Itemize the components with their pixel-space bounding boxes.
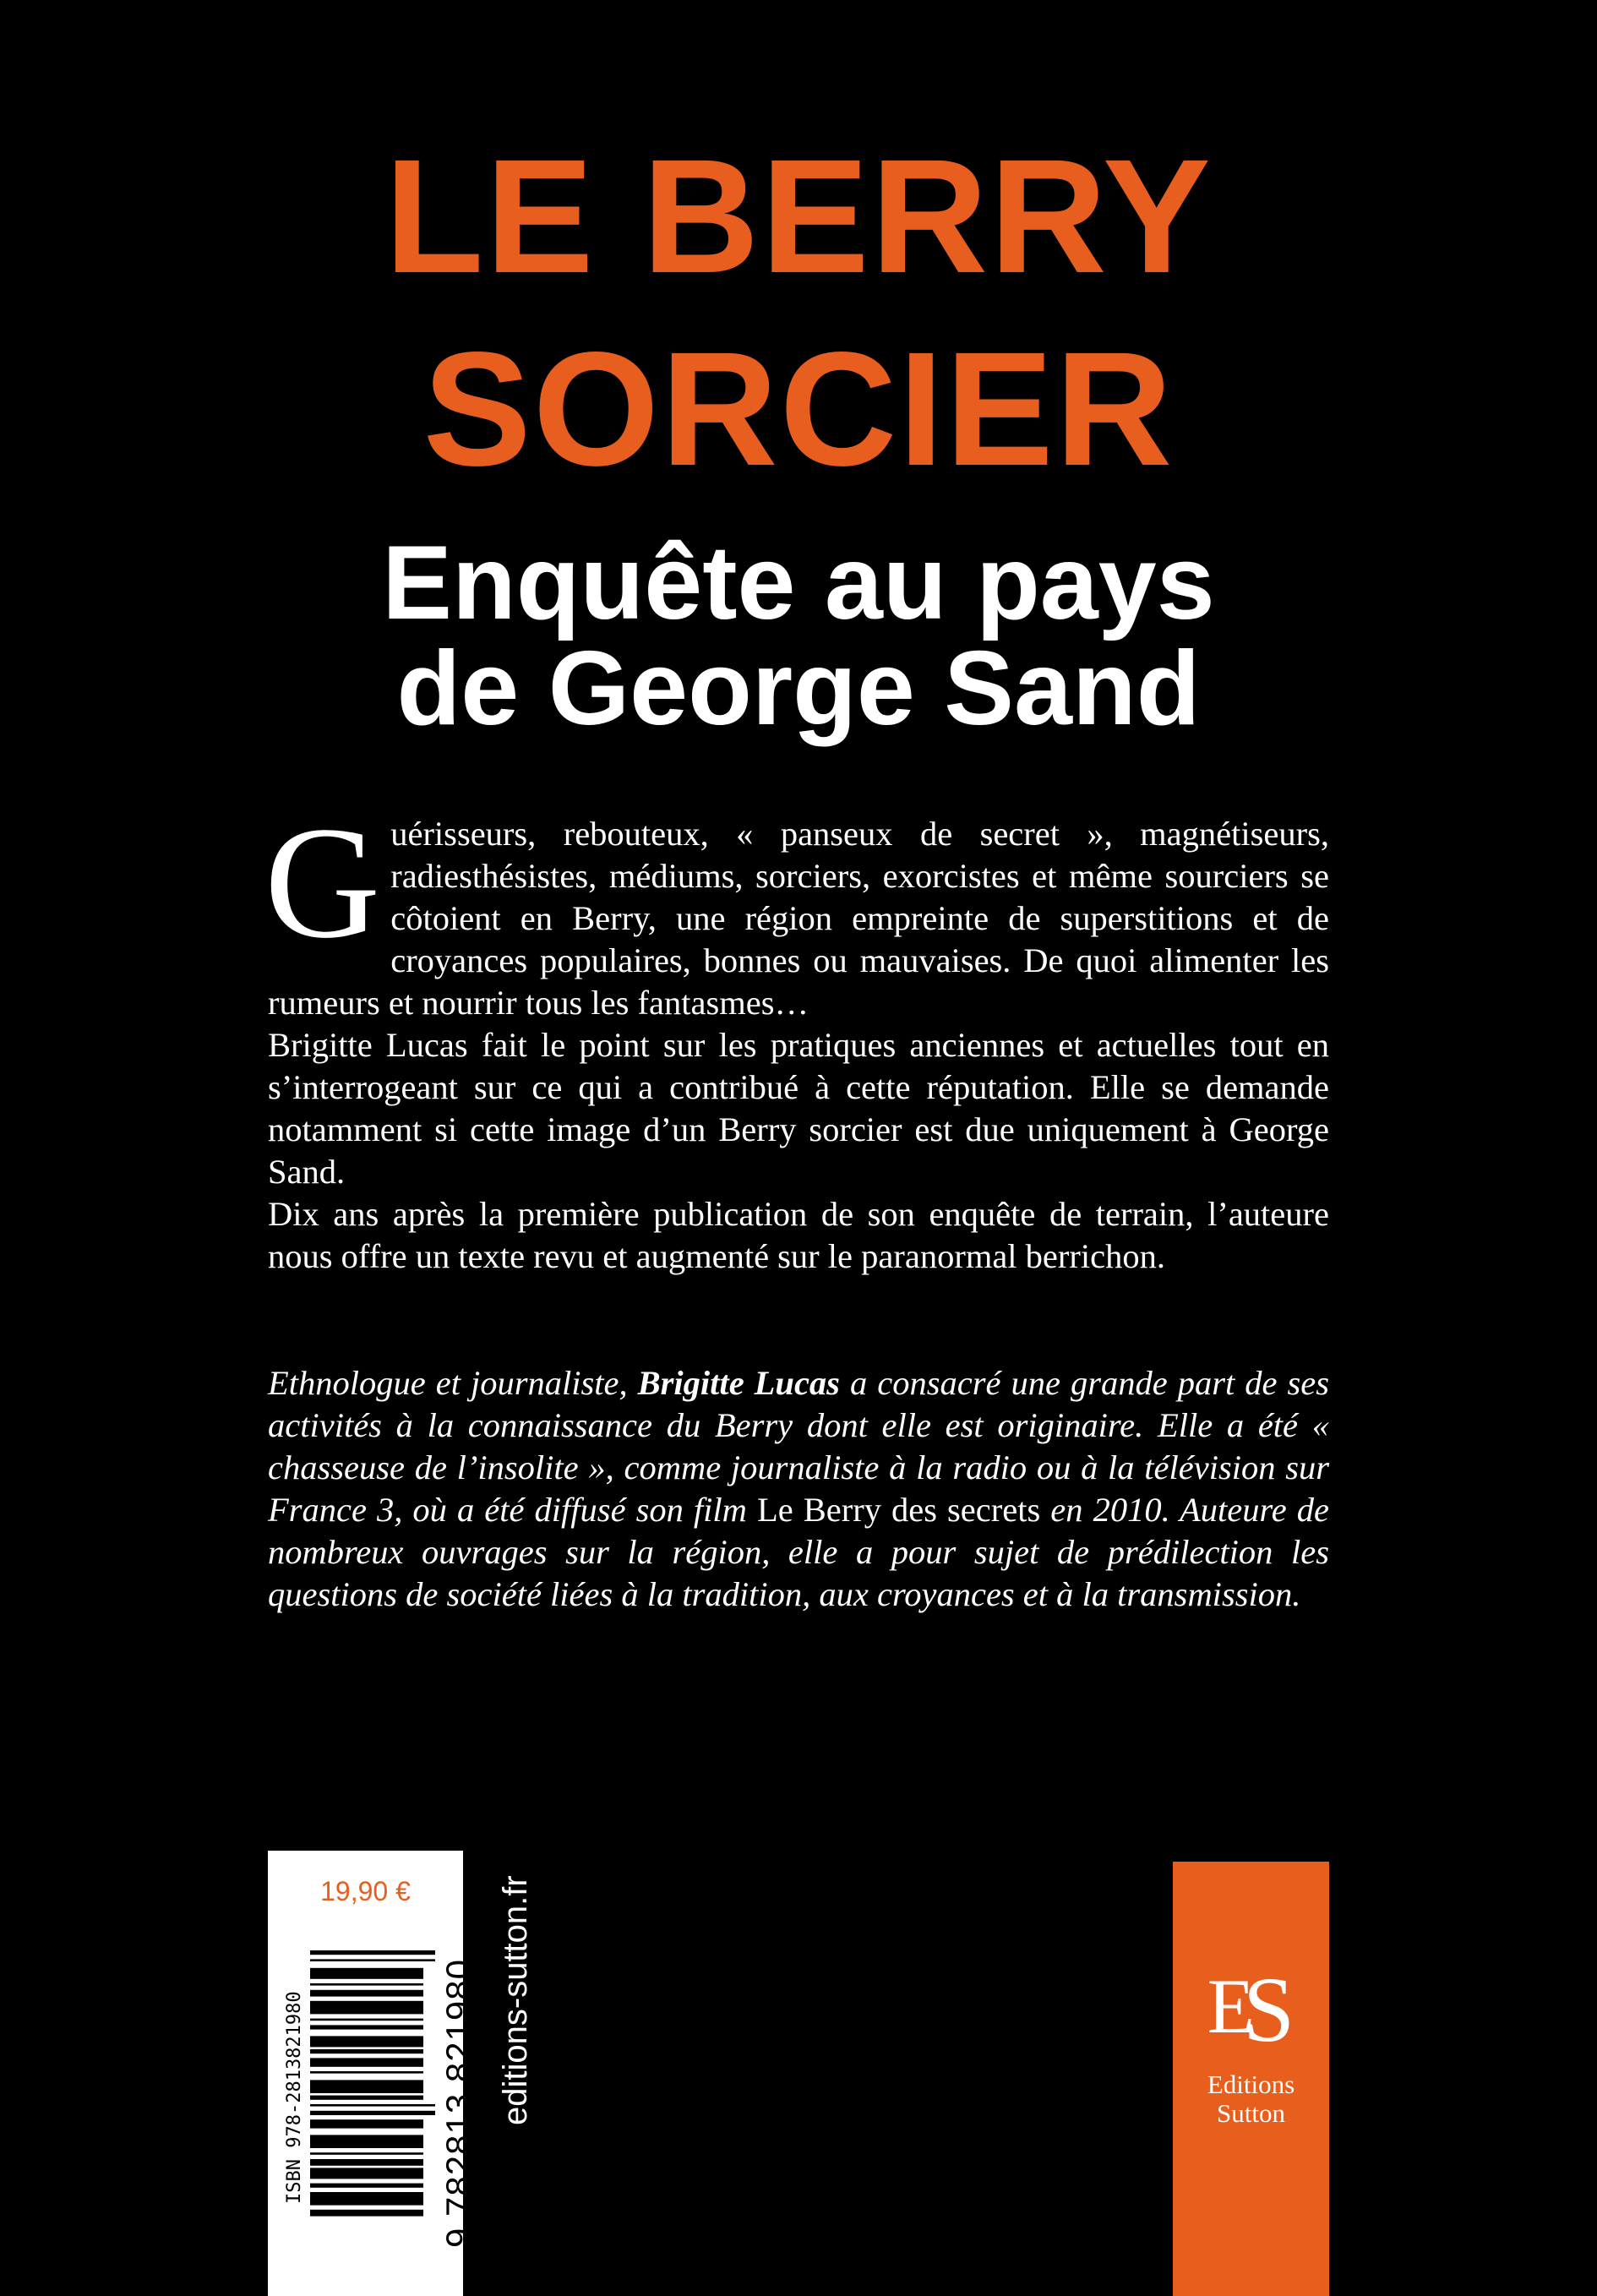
barcode-bar: [310, 2159, 423, 2166]
website-link[interactable]: editions-sutton.fr: [497, 1875, 534, 2125]
bio-intro: Ethnologue et journaliste,: [268, 1364, 638, 1402]
barcode-bar: [310, 2096, 423, 2100]
barcode-bar: [310, 1950, 435, 1955]
isbn-text: ISBN 978-2813821980: [284, 1991, 305, 2204]
description-paragraph-1: [264, 794, 1329, 1024]
back-cover-text: [264, 794, 1329, 1616]
author-bio: [268, 1362, 1329, 1616]
barcode-bar: [310, 2071, 423, 2074]
ean-digits: 9 782813 821980: [439, 1959, 478, 2248]
barcode-bar: [310, 2019, 423, 2021]
barcode-bar: [310, 1983, 423, 1986]
barcode-bar: [310, 2025, 423, 2029]
title-line-1: LE BERRY: [384, 125, 1213, 307]
barcode-bar: [310, 2210, 423, 2217]
barcode-bar: [310, 2080, 423, 2093]
barcode-bar: [310, 2168, 423, 2179]
barcode-bar: [310, 2049, 423, 2053]
barcode-bar: [310, 2135, 423, 2148]
publisher-name-line-2: Sutton: [1217, 2098, 1285, 2128]
bio-text-2: en 2010. Auteure de nombreux ouvrages sur la région, elle a pour sujet de prédilection les questions de société liées à la tradition, aux croyances et à la transmission.: [268, 1491, 1329, 1613]
description-paragraph-2: Brigitte Lucas fait le point sur les pratiques anciennes et actuelles tout en s’interrogeant sur ce qui a contribué à cette réputation. Elle se demande notamment si cette image d’un Berry sorcier est due uniquement à George Sand.: [268, 1026, 1329, 1191]
barcode-bar: [310, 2119, 423, 2128]
title-line-2: SORCIER: [422, 318, 1175, 499]
subtitle-line-2: de George Sand: [396, 630, 1201, 747]
barcode-bar: [310, 2192, 423, 2206]
author-name: Brigitte Lucas: [637, 1364, 840, 1402]
publisher-logo: [1173, 1862, 1329, 2296]
film-title: Le Berry des secrets: [756, 1491, 1041, 1529]
publisher-name-line-1: Editions: [1207, 2070, 1295, 2099]
barcode-bar: [310, 2111, 435, 2115]
barcode-bar: [310, 1968, 423, 1979]
book-description: [264, 794, 1329, 1278]
barcode-bar: [310, 2104, 435, 2107]
barcode-bar: [310, 2184, 423, 2188]
barcode-icon: [310, 1950, 439, 2229]
barcode-bar: [310, 1990, 423, 1997]
barcode-bar: [310, 2001, 423, 2015]
barcode-bar: [310, 2152, 423, 2155]
es-monogram-icon: ES: [1207, 1958, 1295, 2061]
drop-cap: G: [264, 794, 381, 972]
barcode-bar: [310, 1959, 435, 1961]
description-paragraph-3: Dix ans après la première publication de son enquête de terrain, l’auteure nous offre un texte revu et augmenté sur le paranormal berrichon.: [268, 1195, 1329, 1275]
barcode-bar: [310, 2036, 423, 2047]
barcode-panel: [268, 1851, 478, 2296]
description-text-1: uérisseurs, rebouteux, « panseux de secret », magnétiseurs, radiesthésistes, médiums, sorciers, exorcistes et même sourciers se côtoient en Berry, une région empreinte de superstitions et de croyances populaires, bonnes ou mauvaises. De quoi alimenter les rumeurs et nourrir tous les fantasmes…: [268, 815, 1329, 1022]
bio-text-1: a consacré une grande part de ses activités à la connaissance du Berry dont elle est originaire. Elle a été « chasseuse de l’insolite », comme journaliste à la radio ou à la télévision sur France 3, où a été diffusé son film: [268, 1364, 1329, 1529]
subtitle-line-1: Enquête au pays: [382, 525, 1215, 641]
price: 19,90 €: [320, 1876, 411, 1906]
barcode-bar: [310, 2058, 423, 2066]
